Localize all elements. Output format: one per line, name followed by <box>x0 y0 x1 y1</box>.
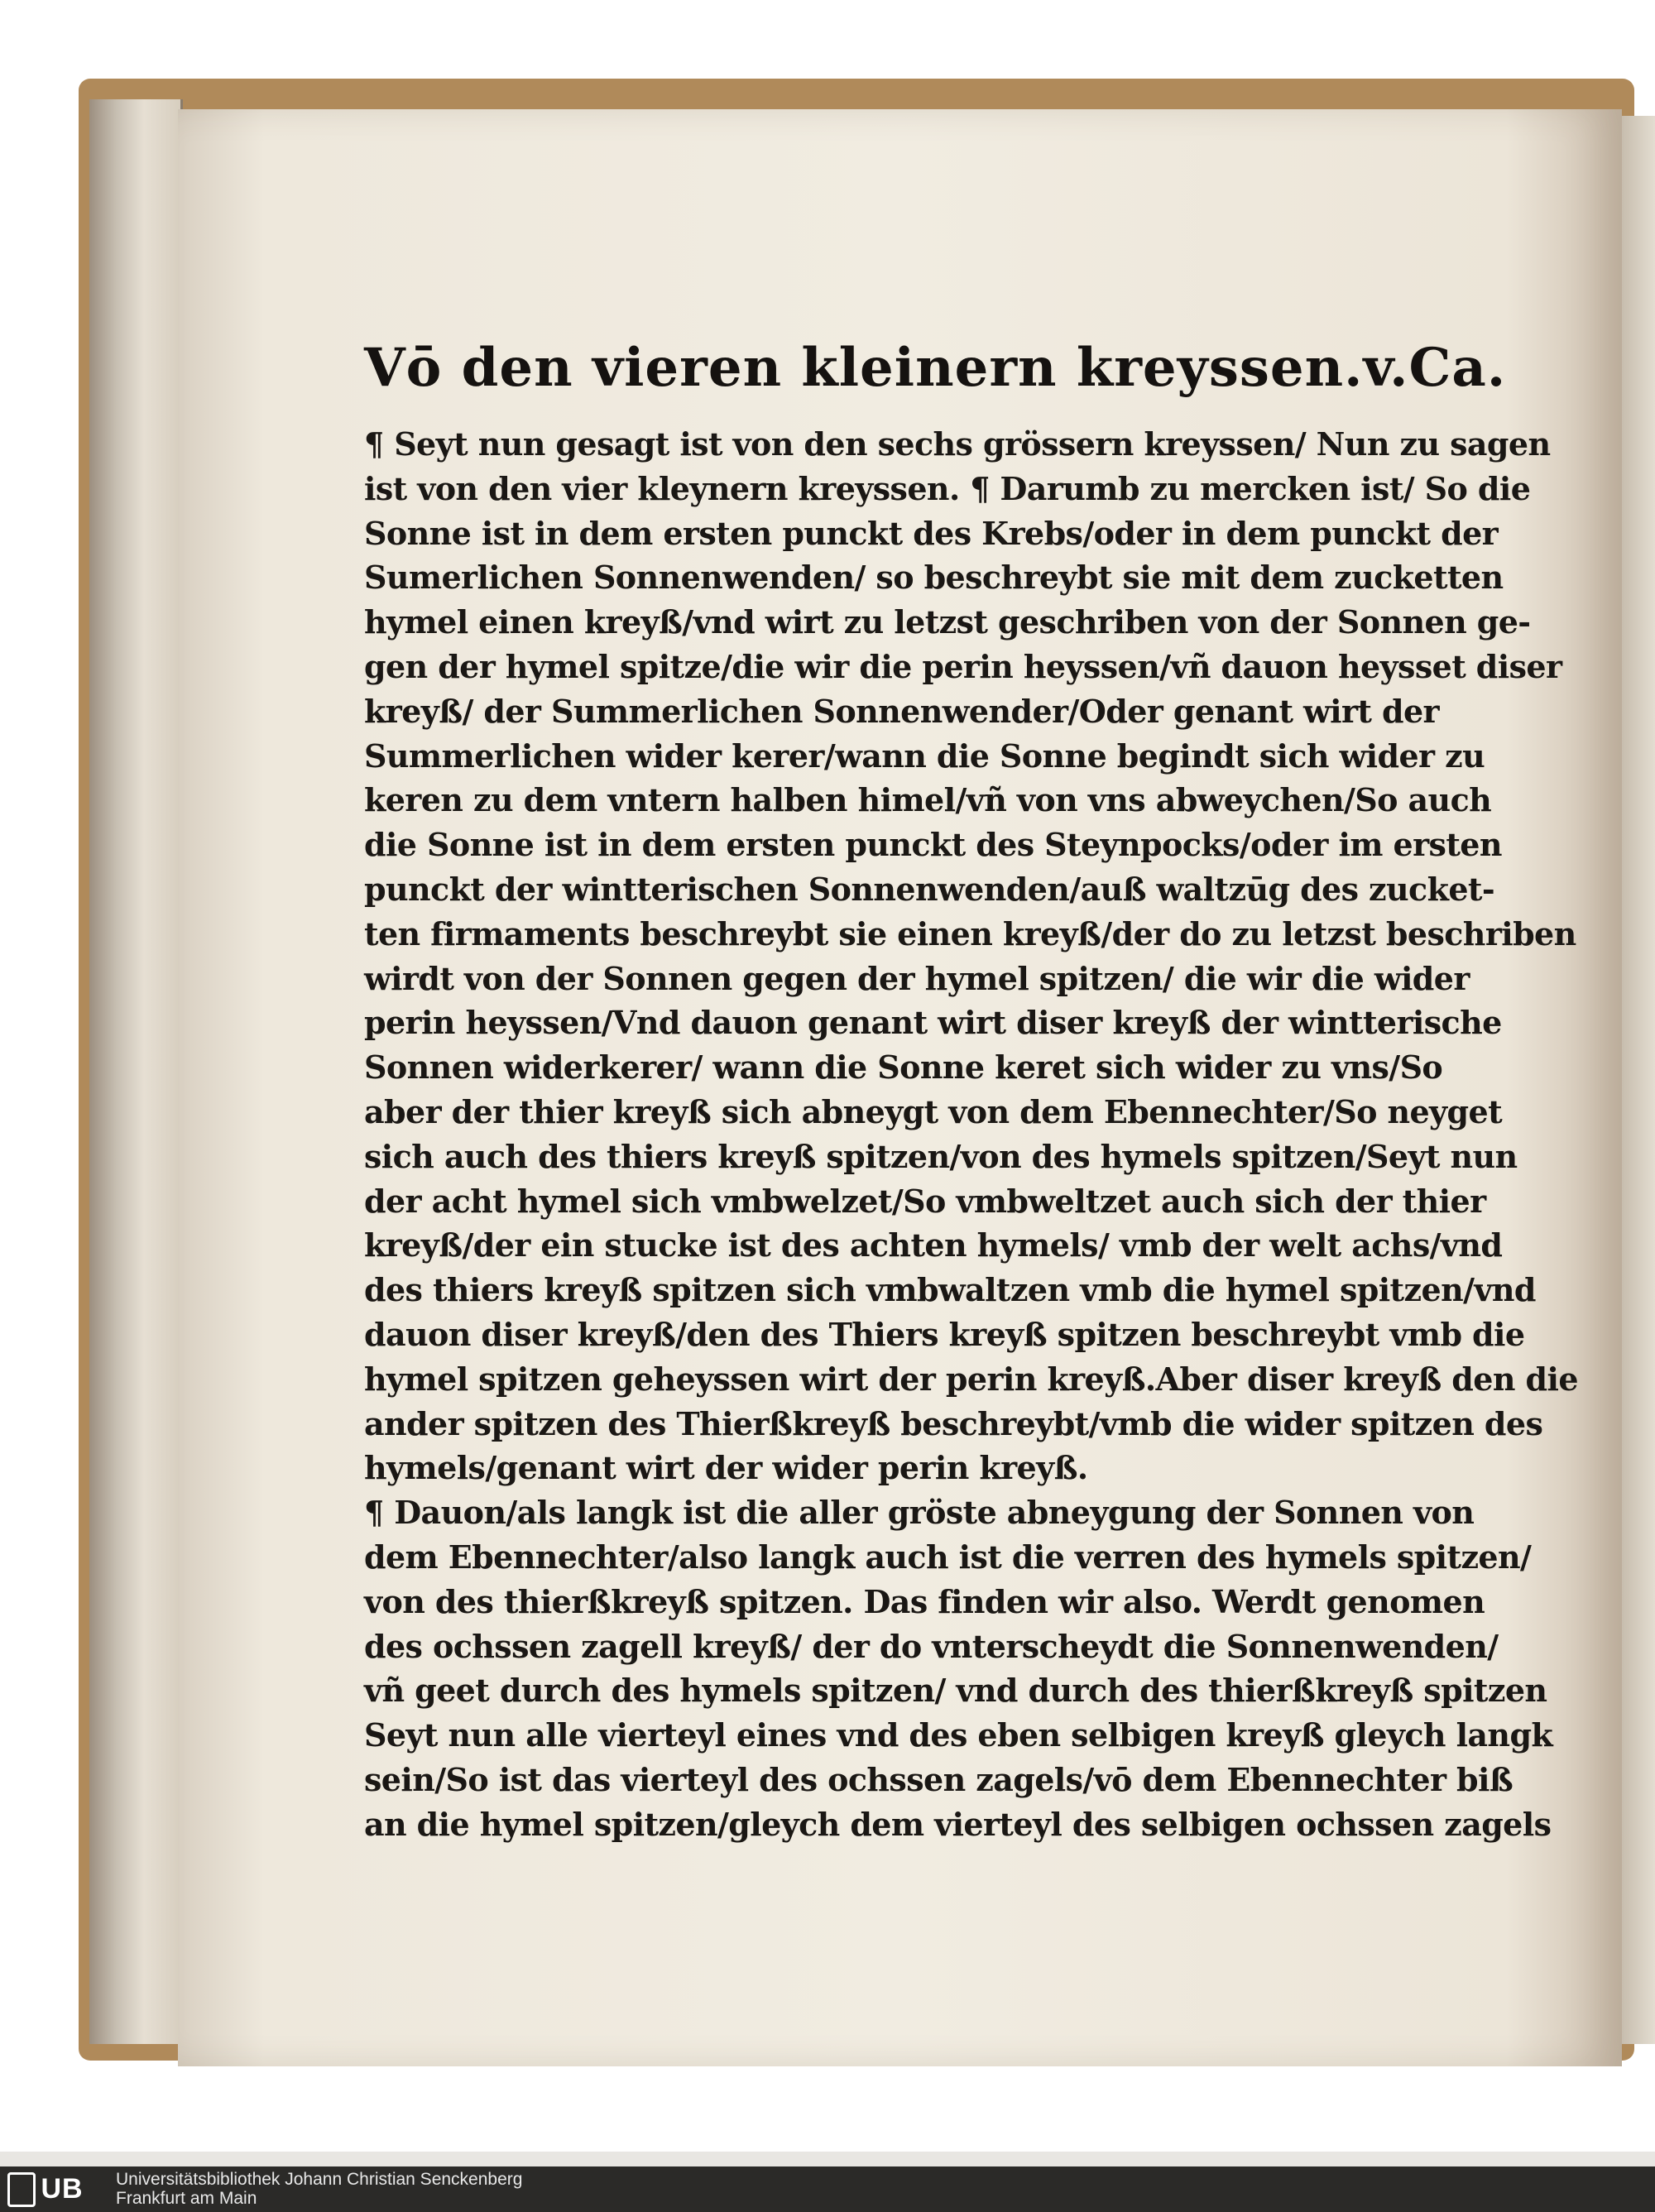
chapter-heading: Vō den vieren kleinern kreyssen.v.Ca. <box>364 337 1507 399</box>
text-line: ist von den vier kleynern kreyssen. ¶ Darumb zu mercken ist/ So die <box>364 469 1531 507</box>
text-line: sich auch des thiers kreyß spitzen/von des hymels spitzen/Seyt nun <box>364 1137 1518 1175</box>
text-line: sein/So ist das vierteyl des ochssen zagels/vō dem Ebennechter biß <box>364 1760 1513 1798</box>
text-line: wirdt von der Sonnen gegen der hymel spitzen/ die wir die wider <box>364 959 1470 997</box>
text-line: ander spitzen des Thierßkreyß beschreybt/vmb die wider spitzen des <box>364 1404 1543 1442</box>
text-line: kreyß/der ein stucke ist des achten hymels/ vmb der welt achs/vnd <box>364 1226 1503 1264</box>
text-line: des thiers kreyß spitzen sich vmbwaltzen vmb die hymel spitzen/vnd <box>364 1271 1536 1309</box>
text-line: aber der thier kreyß sich abneygt von dem Ebennechter/So neyget <box>364 1092 1503 1130</box>
text-line: Summerlichen wider kerer/wann die Sonne begindt sich wider zu <box>364 737 1485 775</box>
text-line: keren zu dem vntern halben himel/vñ von vns abweychen/So auch <box>364 781 1492 819</box>
library-logo-text: UB <box>41 2173 84 2205</box>
text-line: des ochssen zagell kreyß/ der do vnterscheydt die Sonnenwenden/ <box>364 1627 1499 1665</box>
text-line: die Sonne ist in dem ersten punckt des Steynpocks/oder im ersten <box>364 826 1502 864</box>
text-line: dauon diser kreyß/den des Thiers kreyß spitzen beschreybt vmb die <box>364 1315 1525 1353</box>
text-line: vñ geet durch des hymels spitzen/ vnd durch des thierßkreyß spitzen <box>364 1672 1547 1710</box>
library-logo <box>0 2166 91 2212</box>
text-line: Sonnen widerkerer/ wann die Sonne keret sich wider zu vns/So <box>364 1048 1443 1087</box>
text-line: der acht hymel sich vmbwelzet/So vmbweltzet auch sich der thier <box>364 1182 1486 1220</box>
text-line: ¶ Seyt nun gesagt ist von den sechs grössern kreyssen/ Nun zu sagen <box>364 425 1551 463</box>
page-stack-edge <box>89 99 183 2044</box>
text-line: ¶ Dauon/als langk ist die aller gröste abneygung der Sonnen von <box>364 1494 1475 1532</box>
text-line: hymels/genant wirt der wider perin kreyß. <box>364 1449 1088 1487</box>
text-line: an die hymel spitzen/gleych dem vierteyl des selbigen ochssen zagels <box>364 1805 1552 1843</box>
text-line: dem Ebennechter/also langk auch ist die verren des hymels spitzen/ <box>364 1538 1532 1576</box>
text-line: Sonne ist in dem ersten punckt des Krebs/oder in dem punckt der <box>364 514 1499 552</box>
text-line: hymel einen kreyß/vnd wirt zu letzst geschriben von der Sonnen ge- <box>364 603 1531 641</box>
text-line: punckt der wintterischen Sonnenwenden/auß waltzūg des zucket- <box>364 870 1495 908</box>
text-line: Seyt nun alle vierteyl eines vnd des eben selbigen kreyß gleych langk <box>364 1716 1553 1754</box>
text-line: perin heyssen/Vnd dauon genant wirt diser kreyß der wintterische <box>364 1004 1502 1042</box>
text-line: hymel spitzen geheyssen wirt der perin kreyß.Aber diser kreyß den die <box>364 1360 1578 1398</box>
footer-credit-line1: Universitätsbibliothek Johann Christian Senckenberg <box>116 2170 523 2189</box>
library-logo-icon <box>7 2172 36 2207</box>
text-line: ten firmaments beschreybt sie einen kreyß/der do zu letzst beschriben <box>364 914 1576 952</box>
text-line: Sumerlichen Sonnenwenden/ so beschreybt sie mit dem zucketten <box>364 559 1504 597</box>
page-text <box>364 422 1578 1847</box>
footer-credit-line2: Frankfurt am Main <box>116 2189 257 2208</box>
text-line: von des thierßkreyß spitzen. Das finden wir also. Werdt genomen <box>364 1582 1485 1620</box>
footer-credit <box>116 2170 778 2208</box>
text-line: gen der hymel spitze/die wir die perin heyssen/vñ dauon heysset diser <box>364 647 1562 685</box>
text-line: kreyß/ der Summerlichen Sonnenwender/Oder genant wirt der <box>364 692 1439 730</box>
